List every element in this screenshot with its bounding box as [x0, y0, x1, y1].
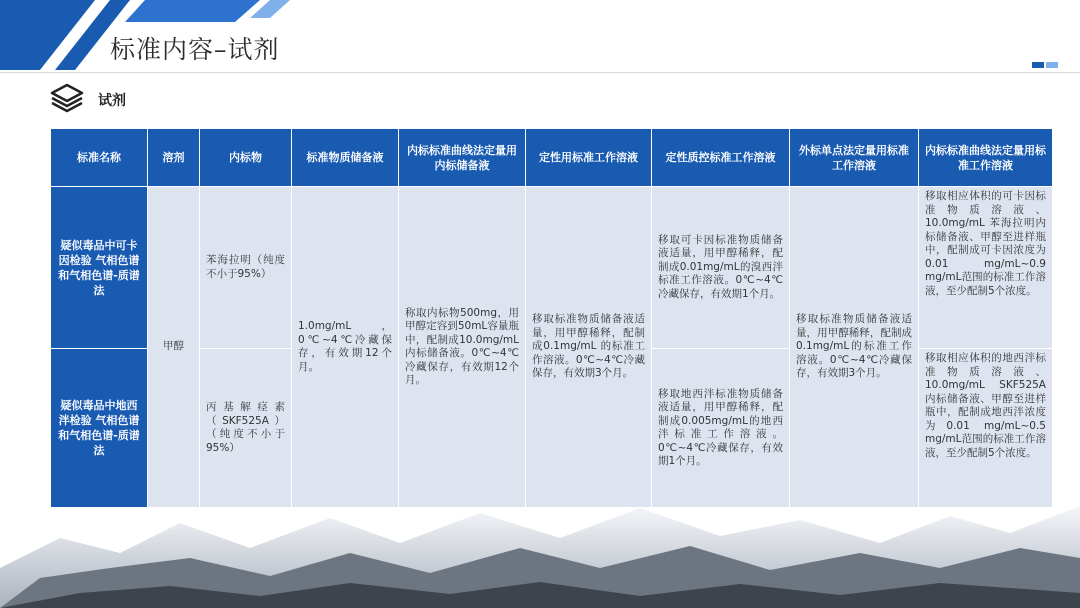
accent-block-light — [1046, 62, 1058, 68]
internal-stock-cell: 称取内标物500mg，用甲醇定容到50mL容量瓶中，配制成10.0mg/mL 内标储备液。0℃~4℃冷藏保存，有效期12个月。 — [399, 187, 526, 508]
standard-name-cell: 疑似毒品中地西泮检验 气相色谱和气相色谱-质谱法 — [51, 349, 148, 508]
curve-working-cell: 移取相应体积的可卡因标准物质溶液、10.0mg/mL 苯海拉明内标储备液、甲醇至进样瓶中，配制成可卡因浓度为0.01 mg/mL~0.9 mg/mL范围的标准工作溶液，至少配制5个浓度。 — [919, 187, 1053, 349]
header-curve-working: 内标标准曲线法定量用标准工作溶液 — [919, 129, 1053, 187]
layers-icon — [50, 83, 84, 117]
standard-name-cell: 疑似毒品中可卡因检验 气相色谱和气相色谱-质谱法 — [51, 187, 148, 349]
header-stock-solution: 标准物质储备液 — [292, 129, 399, 187]
header-qualitative-working: 定性用标准工作溶液 — [526, 129, 652, 187]
page-title: 标准内容–试剂 — [110, 35, 280, 64]
external-single-point-cell: 移取标准物质储备液适量，用甲醇稀释，配制成0.1mg/mL的标准工作溶液。0℃~4℃冷藏保存，有效期3个月。 — [790, 187, 919, 508]
table-header-row — [51, 129, 1053, 187]
internal-standard-cell: 丙基解痉素（SKF525A）（纯度不小于95%） — [200, 349, 292, 508]
header-internal-stock: 内标标准曲线法定量用内标储备液 — [399, 129, 526, 187]
header-divider — [0, 72, 1080, 73]
header-external-single-point: 外标单点法定量用标准工作溶液 — [790, 129, 919, 187]
table-row — [51, 187, 1053, 349]
header-standard-name: 标准名称 — [51, 129, 148, 187]
mountain-background-image — [0, 498, 1080, 608]
qualitative-working-cell: 移取标准物质储备液适量，用甲醇稀释，配制成0.1mg/mL 的标准工作溶液。0℃~4℃冷藏保存，有效期3个月。 — [526, 187, 652, 508]
reagent-table — [50, 128, 1053, 508]
header-internal-standard: 内标物 — [200, 129, 292, 187]
section-label: 试剂 — [98, 93, 126, 109]
stock-solution-cell: 1.0mg/mL ，0℃~4℃冷藏保存，有效期12个月。 — [292, 187, 399, 508]
header-qc-working: 定性质控标准工作溶液 — [652, 129, 790, 187]
accent-block-dark — [1032, 62, 1044, 68]
solvent-cell: 甲醇 — [148, 187, 200, 508]
internal-standard-cell: 苯海拉明（纯度不小于95%） — [200, 187, 292, 349]
curve-working-cell: 移取相应体积的地西泮标准物质溶液、10.0mg/mL SKF525A 内标储备液、甲醇至进样瓶中，配制成地西泮浓度为0.01 mg/mL~0.5 mg/mL范围的标准工作溶液，至少配制5个浓度。 — [919, 349, 1053, 508]
section-header — [50, 84, 126, 116]
header-solvent: 溶剂 — [148, 129, 200, 187]
qc-working-cell: 移取可卡因标准物质储备液适量，用甲醇稀释，配制成0.01mg/mL的溴西泮标准工作溶液。0℃~4℃冷藏保存，有效期1个月。 — [652, 187, 790, 349]
qc-working-cell: 移取地西泮标准物质储备液适量，用甲醇稀释，配制成0.005mg/mL的地西泮标准工作溶液。0℃~4℃冷藏保存，有效期1个月。 — [652, 349, 790, 508]
